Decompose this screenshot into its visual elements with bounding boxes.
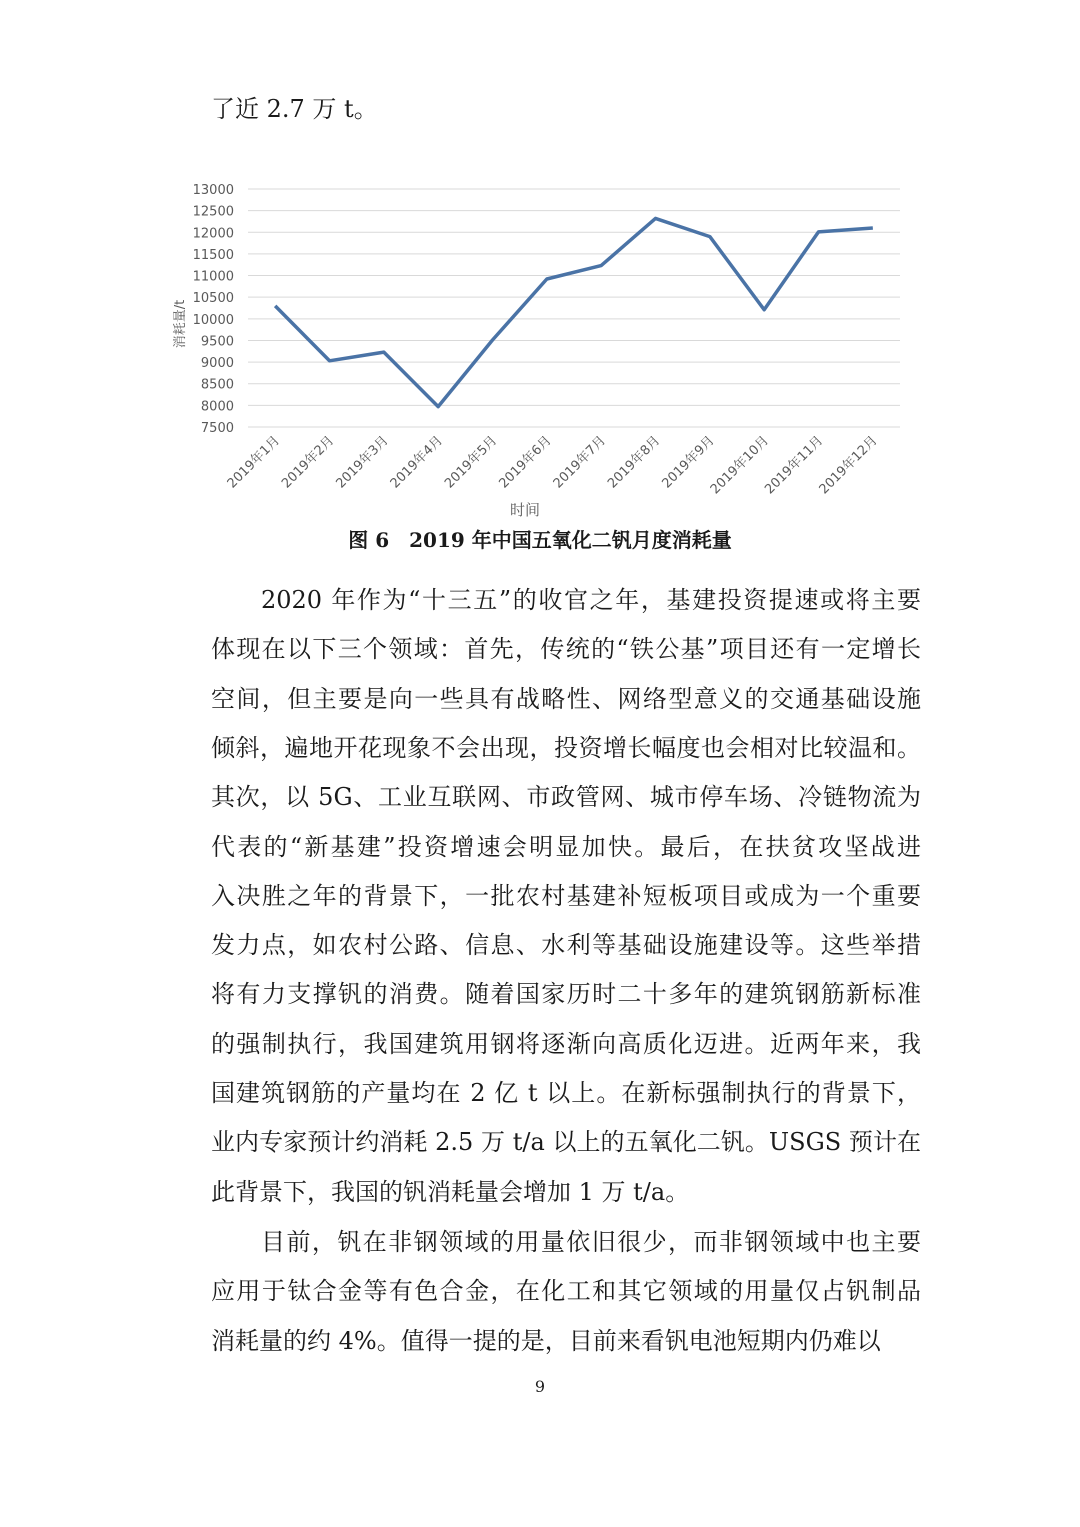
y-tick-label: 9500 [200, 334, 234, 350]
paragraph1-line: 倾斜，遍地开花现象不会出现，投资增长幅度也会相对比较温和。 [211, 733, 921, 762]
x-tick-label: 2019年6月 [496, 433, 555, 492]
y-tick-label: 8000 [200, 399, 234, 415]
paragraph2-line: 应用于钛合金等有色合金，在化工和其它领域的用量仅占钒制品 [211, 1277, 921, 1306]
paragraph1-line: 将有力支撑钒的消费。随着国家历时二十多年的建筑钢筋新标准 [211, 980, 921, 1009]
paragraph1-line: 代表的“新基建”投资增速会明显加快。最后，在扶贫攻坚战进 [211, 832, 921, 861]
y-tick-label: 10000 [192, 312, 234, 328]
paragraph1-line: 业内专家预计约消耗 2.5 万 t/a 以上的五氧化二钒。USGS 预计在 [211, 1128, 921, 1157]
x-tick-label: 2019年5月 [442, 433, 501, 492]
paragraph1-line: 的强制执行，我国建筑用钢将逐渐向高质化迈进。近两年来，我 [211, 1029, 921, 1058]
x-tick-label: 2019年7月 [550, 433, 609, 492]
x-tick-label: 2019年8月 [605, 433, 664, 492]
x-axis-label: 时间 [509, 501, 541, 519]
y-tick-label: 9000 [200, 356, 234, 372]
y-tick-label: 8500 [200, 377, 234, 393]
paragraph2-line: 消耗量的约 4%。值得一提的是，目前来看钒电池短期内仍难以 [211, 1326, 881, 1355]
y-tick-label: 12500 [192, 204, 234, 220]
paragraph1-line: 空间，但主要是向一些具有战略性、网络型意义的交通基础设施 [211, 684, 921, 713]
paragraph1-line: 发力点，如农村公路、信息、水利等基础设施建设等。这些举措 [211, 931, 921, 960]
y-tick-label: 7500 [200, 421, 234, 436]
x-axis-ticks [224, 433, 881, 498]
paragraph1-line: 国建筑钢筋的产量均在 2 亿 t 以上。在新标强制执行的背景下， [211, 1079, 921, 1107]
paragraph1-line: 入决胜之年的背景下，一批农村基建补短板项目或成为一个重要 [211, 881, 921, 910]
figure-caption: 图 6 2019 年中国五氧化二钒月度消耗量 [348, 528, 732, 552]
y-axis-label: 消耗量/t [173, 299, 188, 349]
x-tick-label: 2019年12月 [816, 433, 881, 498]
x-tick-label: 2019年9月 [659, 433, 718, 492]
consumption-series-line [275, 218, 873, 406]
x-tick-label: 2019年3月 [333, 433, 392, 492]
paragraph1-line: 体现在以下三个领域：首先，传统的“铁公基”项目还有一定增长 [211, 635, 921, 664]
y-axis-ticks [193, 183, 234, 436]
y-tick-label: 13000 [192, 183, 234, 198]
y-tick-label: 10500 [192, 291, 234, 307]
top-text-line: 了近 2.7 万 t。 [211, 95, 378, 123]
y-tick-label: 11500 [192, 247, 234, 263]
x-tick-label: 2019年4月 [387, 433, 446, 492]
x-tick-label: 2019年11月 [762, 433, 827, 498]
paragraph1-line: 2020 年作为“十三五”的收官之年，基建投资提速或将主要 [261, 586, 921, 614]
paragraph1-line: 此背景下，我国的钒消耗量会增加 1 万 t/a。 [211, 1177, 690, 1206]
y-tick-label: 11000 [192, 269, 234, 285]
y-tick-label: 12000 [192, 226, 234, 242]
line-chart [160, 170, 920, 525]
page-number: 9 [534, 1377, 546, 1396]
x-tick-label: 2019年2月 [279, 433, 338, 492]
paragraph2-line: 目前，钒在非钢领域的用量依旧很少，而非钢领域中也主要 [261, 1228, 921, 1256]
paragraph1-line: 其次，以 5G、工业互联网、市政管网、城市停车场、冷链物流为 [211, 783, 921, 812]
x-tick-label: 2019年1月 [224, 433, 283, 492]
x-tick-label: 2019年10月 [707, 433, 772, 498]
chart-gridlines [248, 189, 900, 427]
